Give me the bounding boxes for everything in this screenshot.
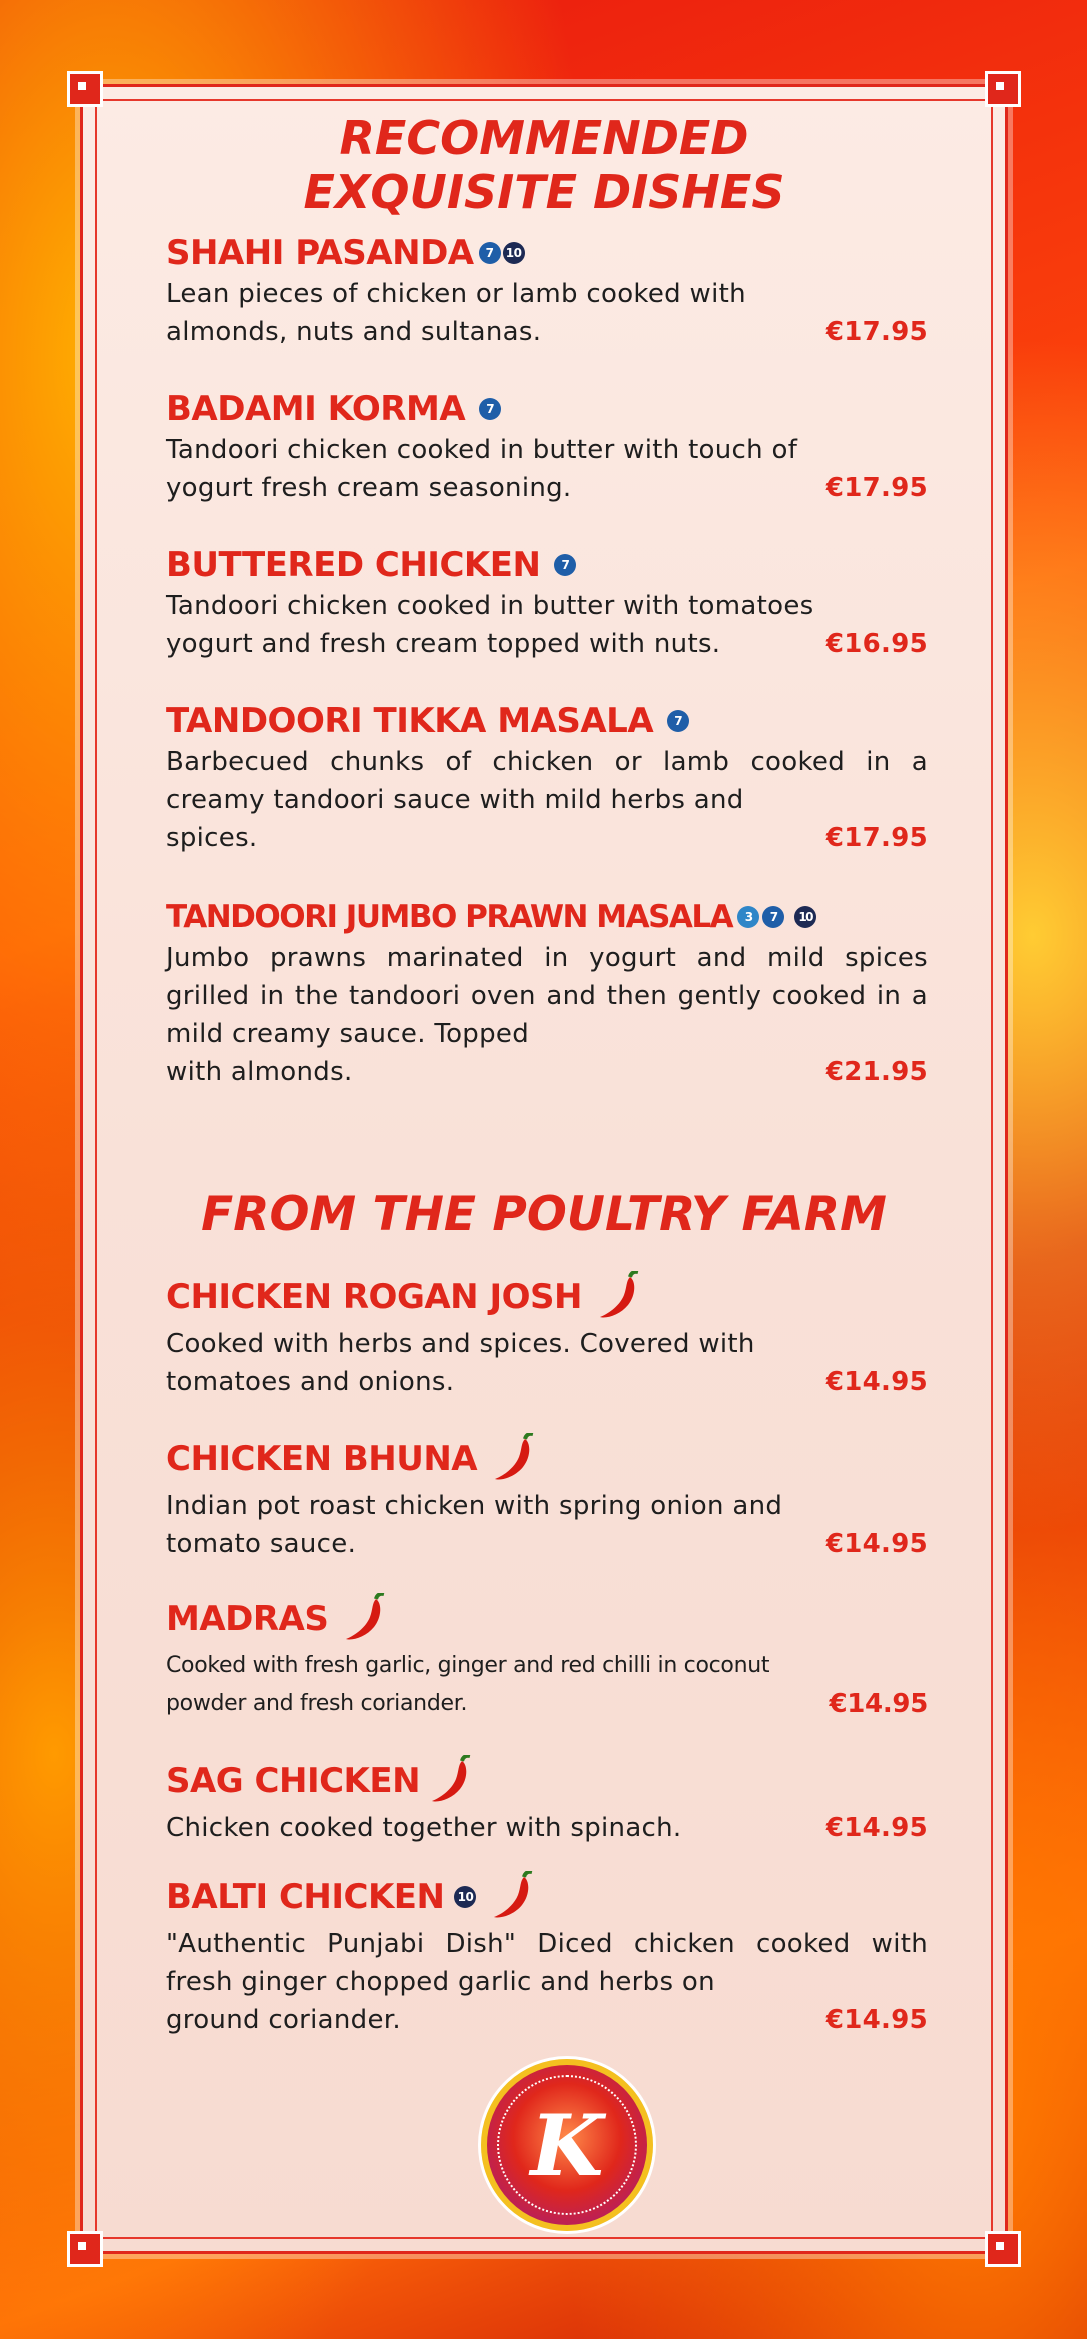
- description-line: Cooked with herbs and spices. Covered with: [166, 1329, 755, 1359]
- dish-sag-chicken: [166, 1755, 928, 1847]
- dish-madras: [166, 1593, 928, 1723]
- description-line: Indian pot roast chicken with spring onion and: [166, 1491, 783, 1521]
- dish-badami-korma: [166, 389, 928, 507]
- dish-title: BUTTERED CHICKEN: [166, 545, 541, 585]
- chilli-icon: [596, 1271, 642, 1323]
- description-line: tomato sauce.: [166, 1529, 357, 1559]
- allergen-badge: 3: [737, 906, 759, 928]
- dish-title: MADRAS: [166, 1599, 329, 1639]
- dish-name: [166, 1433, 928, 1485]
- description-line: "Authentic Punjabi Dish" Diced chicken cooked with fresh ginger chopped garlic and herbs on: [166, 1929, 928, 1997]
- chilli-icon: [490, 1871, 536, 1923]
- recommended-title-line-1: RECOMMENDED: [339, 111, 749, 165]
- dish-description: [166, 1325, 928, 1401]
- recommended-section-title: [83, 111, 1005, 219]
- dish-title: BADAMI KORMA: [166, 389, 466, 429]
- logo-ring: [497, 2075, 637, 2215]
- corner-ornament-top-left: [67, 71, 103, 107]
- description-line: ground coriander.: [166, 2005, 401, 2035]
- dish-tandoori-jumbo-prawn-masala: [166, 897, 928, 1091]
- description-line: Barbecued chunks of chicken or lamb cooked in a creamy tandoori sauce with mild herbs and: [166, 747, 928, 815]
- dish-name: [166, 1271, 928, 1323]
- description-line: almonds, nuts and sultanas.: [166, 317, 542, 347]
- dish-description: [166, 275, 928, 351]
- recommended-title-line-2: EXQUISITE DISHES: [303, 165, 785, 219]
- poultry-section-title: FROM THE POULTRY FARM: [201, 1187, 887, 1242]
- restaurant-logo: [481, 2059, 653, 2231]
- allergen-badge: 7: [479, 398, 501, 420]
- dish-description: [166, 1809, 928, 1847]
- dish-title: TANDOORI TIKKA MASALA: [166, 701, 654, 741]
- description-line: Tandoori chicken cooked in butter with touch of: [166, 435, 798, 465]
- dish-description: [166, 587, 928, 663]
- dish-name: [166, 233, 928, 273]
- allergen-badge: 7: [554, 554, 576, 576]
- description-line: Chicken cooked together with spinach.: [166, 1813, 682, 1843]
- dish-title: CHICKEN ROGAN JOSH: [166, 1277, 582, 1317]
- description-line: tomatoes and onions.: [166, 1367, 455, 1397]
- dish-shahi-pasanda: [166, 233, 928, 351]
- dish-price: €17.95: [825, 823, 928, 853]
- allergen-badge: 10: [794, 906, 816, 928]
- description-line: Jumbo prawns marinated in yogurt and mild spices grilled in the tandoori oven and then gently cooked in a mild creamy sauce. Topped: [166, 943, 928, 1049]
- description-line: spices.: [166, 823, 258, 853]
- dish-title: CHICKEN BHUNA: [166, 1439, 478, 1479]
- dish-name: [166, 1871, 928, 1923]
- description-line: Lean pieces of chicken or lamb cooked with: [166, 279, 746, 309]
- dish-buttered-chicken: [166, 545, 928, 663]
- dish-price: €21.95: [825, 1057, 928, 1087]
- dish-price: €16.95: [825, 629, 928, 659]
- dish-title: BALTI CHICKEN: [166, 1877, 445, 1917]
- dish-description: [166, 1647, 928, 1723]
- dish-name: [166, 545, 928, 585]
- dish-description: [166, 431, 928, 507]
- allergen-badge: 7: [762, 906, 784, 928]
- chilli-icon: [342, 1593, 388, 1645]
- dish-name: [166, 897, 928, 937]
- dish-name: [166, 1593, 928, 1645]
- dish-price: €14.95: [825, 1813, 928, 1843]
- dish-description: [166, 743, 928, 857]
- description-line: yogurt fresh cream seasoning.: [166, 473, 572, 503]
- description-line: Cooked with fresh garlic, ginger and red chilli in coconut: [166, 1653, 770, 1678]
- description-line: yogurt and fresh cream topped with nuts.: [166, 629, 721, 659]
- dish-description: [166, 939, 928, 1091]
- dish-tandoori-tikka-masala: [166, 701, 928, 857]
- dish-price: €17.95: [825, 317, 928, 347]
- allergen-badge: 7: [667, 710, 689, 732]
- dish-description: [166, 1925, 928, 2039]
- dish-name: [166, 389, 928, 429]
- dish-chicken-rogan-josh: [166, 1271, 928, 1401]
- dish-price: €17.95: [825, 473, 928, 503]
- dish-name: [166, 1755, 928, 1807]
- dish-price: €14.95: [825, 1529, 928, 1559]
- dish-balti-chicken: [166, 1871, 928, 2039]
- dish-name: [166, 701, 928, 741]
- dish-price: €14.95: [825, 1367, 928, 1397]
- dish-title: SHAHI PASANDA: [166, 233, 474, 273]
- corner-ornament-top-right: [985, 71, 1021, 107]
- description-line: Tandoori chicken cooked in butter with tomatoes: [166, 591, 814, 621]
- dish-chicken-bhuna: [166, 1433, 928, 1563]
- dish-price: €14.95: [829, 1689, 928, 1719]
- allergen-badge: 10: [454, 1886, 476, 1908]
- description-line: powder and fresh coriander.: [166, 1691, 468, 1716]
- chilli-icon: [491, 1433, 537, 1485]
- menu-card: [80, 84, 1008, 2254]
- allergen-badge: 7: [479, 242, 501, 264]
- dish-title: SAG CHICKEN: [166, 1761, 421, 1801]
- allergen-badge: 10: [503, 242, 525, 264]
- dish-price: €14.95: [825, 2005, 928, 2035]
- chilli-icon: [428, 1755, 474, 1807]
- dish-title: TANDOORI JUMBO PRAWN MASALA: [166, 899, 733, 935]
- description-line: with almonds.: [166, 1057, 353, 1087]
- logo-letter: K: [530, 2095, 604, 2195]
- corner-ornament-bottom-right: [985, 2231, 1021, 2267]
- corner-ornament-bottom-left: [67, 2231, 103, 2267]
- dish-description: [166, 1487, 928, 1563]
